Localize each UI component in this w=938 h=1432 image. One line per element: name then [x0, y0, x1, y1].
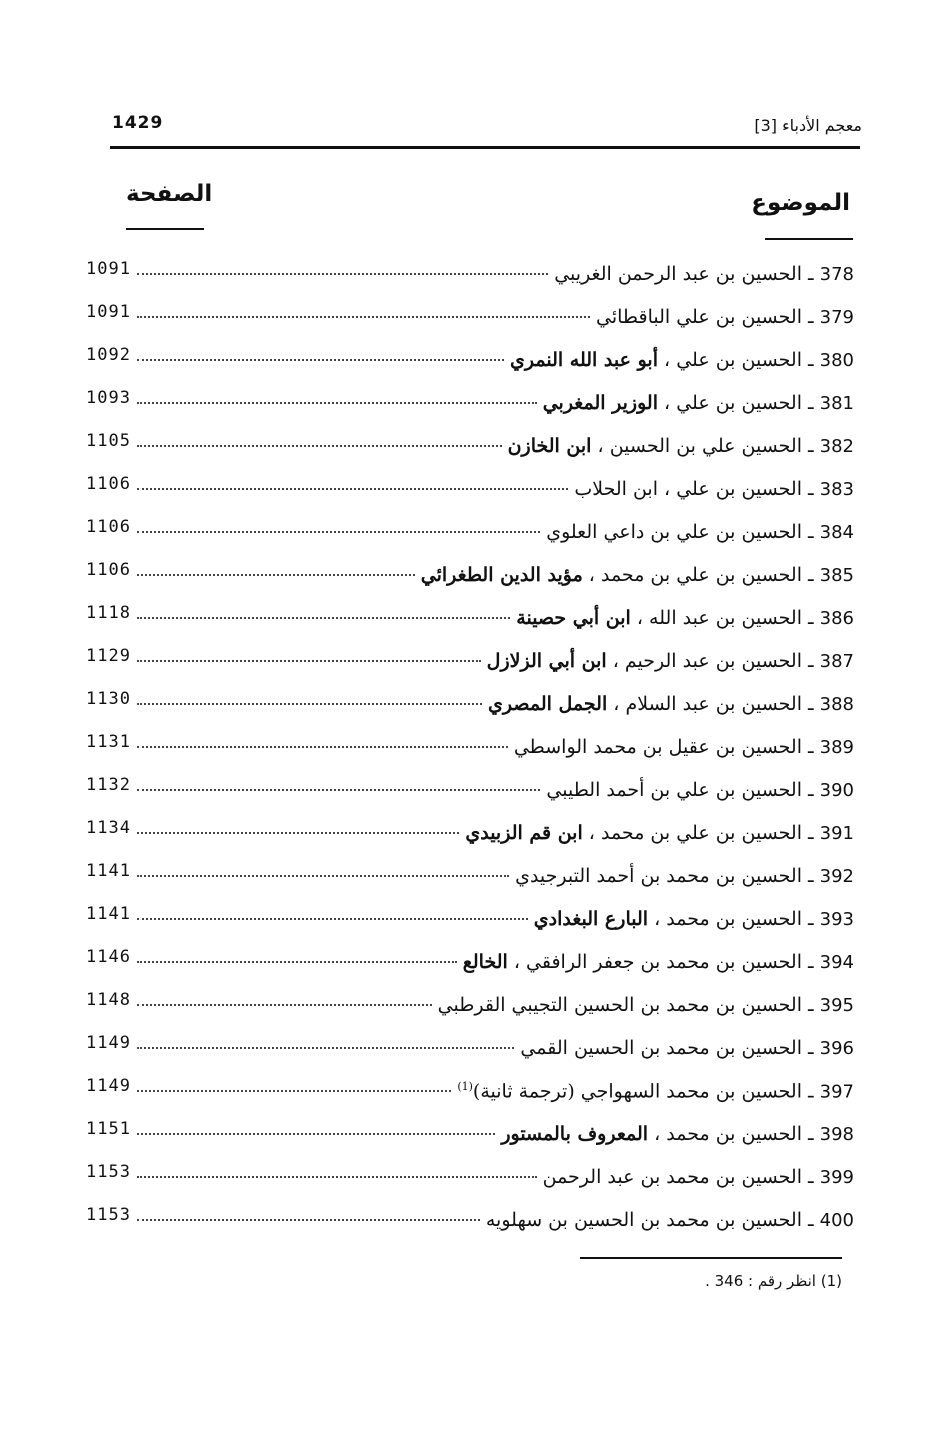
dot-leader	[137, 961, 457, 963]
toc-entry: 388 ـ الحسين بن عبد السلام ، الجمل المصري	[488, 693, 854, 715]
entry-name: الحسين بن علي بن محمد ،	[588, 822, 802, 844]
entry-name: الحسين بن محمد بن عبد الرحمن	[542, 1166, 802, 1188]
entry-name: الحسين بن علي ،	[664, 349, 802, 371]
entry-number: 389	[819, 737, 854, 758]
entry-name: الحسين بن محمد بن جعفر الرافقي ،	[513, 951, 802, 973]
toc-row	[86, 893, 854, 936]
entry-name: الحسين بن علي بن أحمد الطيبي	[546, 779, 802, 801]
toc-row	[86, 420, 854, 463]
toc-row	[86, 936, 854, 979]
entry-epithet: ابن أبي حصينة	[516, 607, 631, 629]
entry-name: الحسين بن محمد بن الحسين التجيبي القرطبي	[437, 994, 802, 1016]
toc-page-number: 1130	[86, 689, 131, 709]
entry-name: الحسين بن علي ، ابن الحلاب	[574, 478, 802, 500]
toc-row	[86, 678, 854, 721]
toc-row	[86, 1065, 854, 1108]
entry-number: 380	[819, 350, 854, 371]
toc-row	[86, 463, 854, 506]
dot-leader	[137, 918, 528, 920]
entry-number: 400	[819, 1210, 854, 1231]
page-underline	[126, 228, 204, 230]
dot-leader	[137, 875, 509, 877]
entry-number: 381	[819, 393, 854, 414]
entry-name: الحسين بن عبد الرحيم ،	[612, 650, 802, 672]
dot-leader	[137, 273, 548, 275]
toc-page-number: 1153	[86, 1162, 131, 1182]
toc-entry: 383 ـ الحسين بن علي ، ابن الحلاب	[574, 478, 854, 500]
entry-name: الحسين بن علي ،	[664, 392, 802, 414]
entry-number: 391	[819, 823, 854, 844]
footnote: (1) انظر رقم : 346 .	[705, 1272, 842, 1290]
entry-number: 395	[819, 995, 854, 1016]
dot-leader	[137, 1004, 432, 1006]
toc-row	[86, 291, 854, 334]
book-title: معجم الأدباء [3]	[754, 116, 862, 135]
toc-entry: 399 ـ الحسين بن محمد بن عبد الرحمن	[542, 1166, 854, 1188]
toc-entry: 391 ـ الحسين بن علي بن محمد ، ابن قم الزبيدي	[465, 822, 854, 844]
entry-epithet: أبو عبد الله النمري	[510, 349, 658, 371]
entry-number: 386	[819, 608, 854, 629]
toc-entry: 395 ـ الحسين بن محمد بن الحسين التجيبي القرطبي	[437, 994, 854, 1016]
toc-entry: 378 ـ الحسين بن عبد الرحمن الغريبي	[554, 263, 854, 285]
toc-row	[86, 979, 854, 1022]
toc-page-number: 1149	[86, 1076, 131, 1096]
entry-name: الحسين بن محمد بن الحسين بن سهلويه	[485, 1209, 802, 1231]
entry-number: 390	[819, 780, 854, 801]
entry-number: 397	[819, 1081, 854, 1102]
toc-entry: 386 ـ الحسين بن عبد الله ، ابن أبي حصينة	[516, 607, 854, 629]
entry-number: 382	[819, 436, 854, 457]
toc-entry: 381 ـ الحسين بن علي ، الوزير المغربي	[542, 392, 854, 414]
entry-number: 387	[819, 651, 854, 672]
toc-page-number: 1106	[86, 474, 131, 494]
toc-entry: 396 ـ الحسين بن محمد بن الحسين القمي	[520, 1037, 854, 1059]
toc-page-number: 1153	[86, 1205, 131, 1225]
entry-number: 383	[819, 479, 854, 500]
entry-epithet: ابن الخازن	[507, 435, 592, 457]
dot-leader	[137, 617, 510, 619]
toc-page-number: 1141	[86, 861, 131, 881]
toc-page-number: 1105	[86, 431, 131, 451]
toc-row	[86, 334, 854, 377]
dot-leader	[137, 660, 481, 662]
entry-epithet: الخالع	[462, 951, 508, 973]
entry-epithet: البارع البغدادي	[533, 908, 649, 930]
toc-page-number: 1106	[86, 560, 131, 580]
dot-leader	[137, 789, 540, 791]
entry-epithet: الجمل المصري	[488, 693, 608, 715]
dot-leader	[137, 402, 537, 404]
entry-number: 388	[819, 694, 854, 715]
dot-leader	[137, 445, 502, 447]
entry-number: 379	[819, 307, 854, 328]
toc-row	[86, 1194, 854, 1237]
dot-leader	[137, 1047, 514, 1049]
toc-page-number: 1093	[86, 388, 131, 408]
toc-page-number: 1132	[86, 775, 131, 795]
toc-entry: 384 ـ الحسين بن علي بن داعي العلوي	[546, 521, 854, 543]
toc-page-number: 1131	[86, 732, 131, 752]
toc-page-number: 1091	[86, 302, 131, 322]
column-header-page: الصفحة	[126, 181, 213, 207]
entry-name: الحسين بن عبد الرحمن الغريبي	[554, 263, 802, 285]
header-rule	[110, 146, 860, 149]
entry-name: الحسين علي بن الحسين ،	[597, 435, 802, 457]
toc-row	[86, 764, 854, 807]
toc-entry: 389 ـ الحسين بن عقيل بن محمد الواسطي	[513, 736, 854, 758]
toc-row	[86, 721, 854, 764]
toc-page-number: 1149	[86, 1033, 131, 1053]
entry-epithet: الوزير المغربي	[542, 392, 658, 414]
entry-epithet: مؤيد الدين الطغرائي	[420, 564, 583, 586]
column-header-topic: الموضوع	[751, 190, 850, 216]
dot-leader	[137, 1133, 495, 1135]
dot-leader	[137, 1219, 480, 1221]
page-number: 1429	[112, 113, 164, 133]
entry-name: الحسين بن محمد بن أحمد التبرجيدي	[515, 865, 802, 887]
entry-name: الحسين بن علي الباقطائي	[595, 306, 802, 328]
toc-row	[86, 850, 854, 893]
entry-number: 394	[819, 952, 854, 973]
entry-epithet: ابن قم الزبيدي	[465, 822, 583, 844]
toc-entry: 398 ـ الحسين بن محمد ، المعروف بالمستور	[501, 1123, 854, 1145]
toc-row	[86, 248, 854, 291]
toc-row	[86, 1151, 854, 1194]
toc-entry: 382 ـ الحسين علي بن الحسين ، ابن الخازن	[507, 435, 854, 457]
entry-number: 385	[819, 565, 854, 586]
toc-page-number: 1141	[86, 904, 131, 924]
entry-number: 384	[819, 522, 854, 543]
toc-page-number: 1148	[86, 990, 131, 1010]
toc-page-number: 1092	[86, 345, 131, 365]
dot-leader	[137, 832, 459, 834]
toc-entry: 397 ـ الحسين بن محمد السهواجي (ترجمة ثانية)$^{(1)}$	[457, 1079, 854, 1102]
entry-name: الحسين بن عقيل بن محمد الواسطي	[513, 736, 802, 758]
entry-number: 396	[819, 1038, 854, 1059]
toc-entry: 379 ـ الحسين بن علي الباقطائي	[595, 306, 854, 328]
toc-entry: 385 ـ الحسين بن علي بن محمد ، مؤيد الدين الطغرائي	[420, 564, 854, 586]
entry-number: 398	[819, 1124, 854, 1145]
toc-page-number: 1134	[86, 818, 131, 838]
entry-number: 392	[819, 866, 854, 887]
toc-entry: 400 ـ الحسين بن محمد بن الحسين بن سهلويه	[485, 1209, 854, 1231]
toc-entry: 394 ـ الحسين بن محمد بن جعفر الرافقي ، الخالع	[462, 951, 854, 973]
dot-leader	[137, 359, 504, 361]
toc-row	[86, 377, 854, 420]
toc-page-number: 1151	[86, 1119, 131, 1139]
toc-row	[86, 549, 854, 592]
toc-page-number: 1091	[86, 259, 131, 279]
toc-list	[86, 248, 854, 1237]
dot-leader	[137, 746, 508, 748]
toc-entry: 380 ـ الحسين بن علي ، أبو عبد الله النمري	[510, 349, 854, 371]
entry-name: الحسين بن عبد الله ،	[636, 607, 802, 629]
toc-entry: 392 ـ الحسين بن محمد بن أحمد التبرجيدي	[515, 865, 854, 887]
toc-entry: 393 ـ الحسين بن محمد ، البارع البغدادي	[533, 908, 854, 930]
toc-entry: 390 ـ الحسين بن علي بن أحمد الطيبي	[546, 779, 854, 801]
entry-name: الحسين بن علي بن محمد ،	[588, 564, 802, 586]
toc-row	[86, 1108, 854, 1151]
toc-row	[86, 506, 854, 549]
toc-page-number: 1118	[86, 603, 131, 623]
entry-epithet: ابن أبي الزلازل	[486, 650, 607, 672]
dot-leader	[137, 531, 540, 533]
entry-name: الحسين بن محمد ،	[654, 1123, 802, 1145]
toc-page-number: 1106	[86, 517, 131, 537]
topic-underline	[765, 238, 853, 240]
toc-page-number: 1129	[86, 646, 131, 666]
dot-leader	[137, 574, 415, 576]
entry-name: الحسين بن محمد ،	[654, 908, 802, 930]
dot-leader	[137, 1090, 451, 1092]
entry-epithet: المعروف بالمستور	[501, 1123, 649, 1145]
entry-name: الحسين بن محمد بن الحسين القمي	[520, 1037, 802, 1059]
toc-row	[86, 1022, 854, 1065]
dot-leader	[137, 703, 482, 705]
dot-leader	[137, 316, 590, 318]
dot-leader	[137, 488, 568, 490]
toc-entry: 387 ـ الحسين بن عبد الرحيم ، ابن أبي الزلازل	[486, 650, 854, 672]
entry-name: الحسين بن علي بن داعي العلوي	[546, 521, 802, 543]
toc-row	[86, 592, 854, 635]
dot-leader	[137, 1176, 537, 1178]
toc-row	[86, 807, 854, 850]
entry-number: 393	[819, 909, 854, 930]
entry-name: الحسين بن عبد السلام ،	[613, 693, 802, 715]
entry-name: الحسين بن محمد السهواجي (ترجمة ثانية)	[472, 1080, 802, 1102]
footnote-marker[interactable]: (1)	[457, 1079, 473, 1093]
entry-number: 399	[819, 1167, 854, 1188]
footnote-rule	[580, 1257, 842, 1259]
toc-page-number: 1146	[86, 947, 131, 967]
toc-row	[86, 635, 854, 678]
entry-number: 378	[819, 264, 854, 285]
